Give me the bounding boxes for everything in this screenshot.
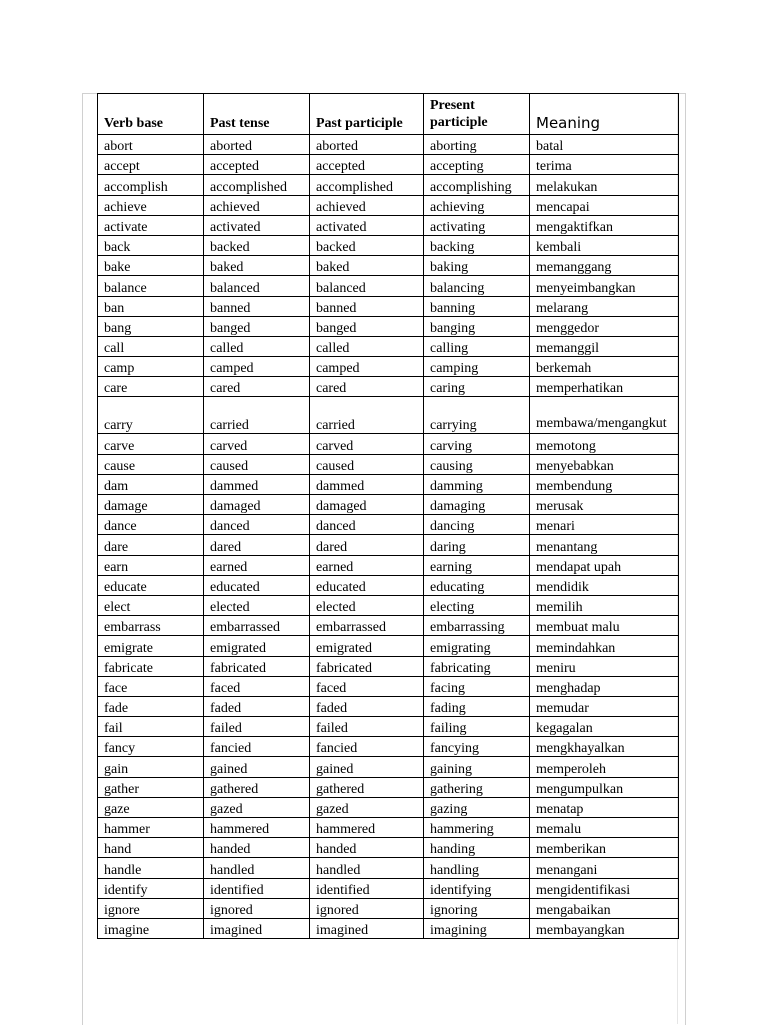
past-participle-cell: camped xyxy=(310,357,424,377)
past-tense-cell: imagined xyxy=(204,918,310,938)
past-participle-cell: damaged xyxy=(310,495,424,515)
past-tense-cell: damaged xyxy=(204,495,310,515)
past-tense-cell: dared xyxy=(204,535,310,555)
past-participle-cell: dammed xyxy=(310,474,424,494)
verb-base-cell: hammer xyxy=(98,818,204,838)
verb-base-cell: achieve xyxy=(98,195,204,215)
meaning-cell: menyebabkan xyxy=(530,454,679,474)
verb-base-cell: fail xyxy=(98,717,204,737)
table-row xyxy=(98,616,679,636)
past-participle-cell: fabricated xyxy=(310,656,424,676)
past-tense-cell: handled xyxy=(204,858,310,878)
verb-base-cell: face xyxy=(98,676,204,696)
present-participle-cell: facing xyxy=(424,676,530,696)
verb-base-cell: hand xyxy=(98,838,204,858)
verb-base-cell: bang xyxy=(98,316,204,336)
present-participle-cell: ignoring xyxy=(424,898,530,918)
meaning-cell: terima xyxy=(530,155,679,175)
table-row xyxy=(98,235,679,255)
present-participle-cell: backing xyxy=(424,235,530,255)
table-row xyxy=(98,276,679,296)
verb-base-cell: dare xyxy=(98,535,204,555)
meaning-cell: memanggang xyxy=(530,256,679,276)
past-participle-cell: handed xyxy=(310,838,424,858)
past-tense-cell: gained xyxy=(204,757,310,777)
past-participle-cell: danced xyxy=(310,515,424,535)
present-participle-cell: banging xyxy=(424,316,530,336)
meaning-cell: memanggil xyxy=(530,336,679,356)
past-tense-cell: hammered xyxy=(204,818,310,838)
past-participle-cell: educated xyxy=(310,575,424,595)
past-tense-cell: dammed xyxy=(204,474,310,494)
meaning-cell: menari xyxy=(530,515,679,535)
past-tense-cell: identified xyxy=(204,878,310,898)
verb-base-cell: back xyxy=(98,235,204,255)
past-participle-cell: activated xyxy=(310,215,424,235)
past-tense-cell: activated xyxy=(204,215,310,235)
verb-base-cell: call xyxy=(98,336,204,356)
past-tense-cell: danced xyxy=(204,515,310,535)
table-row xyxy=(98,595,679,615)
meaning-cell: melarang xyxy=(530,296,679,316)
meaning-cell: menantang xyxy=(530,535,679,555)
past-tense-cell: earned xyxy=(204,555,310,575)
table-row xyxy=(98,636,679,656)
past-tense-cell: achieved xyxy=(204,195,310,215)
past-tense-cell: ignored xyxy=(204,898,310,918)
present-participle-cell: handling xyxy=(424,858,530,878)
past-participle-cell: gained xyxy=(310,757,424,777)
table-row xyxy=(98,195,679,215)
past-participle-cell: caused xyxy=(310,454,424,474)
meaning-cell: berkemah xyxy=(530,357,679,377)
meaning-cell: kegagalan xyxy=(530,717,679,737)
meaning-cell: menatap xyxy=(530,797,679,817)
past-tense-cell: baked xyxy=(204,256,310,276)
meaning-cell: melakukan xyxy=(530,175,679,195)
past-participle-cell: cared xyxy=(310,377,424,397)
table-row xyxy=(98,656,679,676)
meaning-cell: menggedor xyxy=(530,316,679,336)
present-participle-cell: carving xyxy=(424,434,530,454)
past-tense-cell: accepted xyxy=(204,155,310,175)
present-participle-cell: daring xyxy=(424,535,530,555)
verb-base-cell: earn xyxy=(98,555,204,575)
meaning-cell: membendung xyxy=(530,474,679,494)
past-tense-cell: gazed xyxy=(204,797,310,817)
past-participle-cell: hammered xyxy=(310,818,424,838)
meaning-cell: membawa/mengangkut xyxy=(530,397,679,434)
present-participle-cell: gaining xyxy=(424,757,530,777)
meaning-cell: memotong xyxy=(530,434,679,454)
meaning-cell: batal xyxy=(530,135,679,155)
verb-base-cell: embarrass xyxy=(98,616,204,636)
present-participle-cell: damming xyxy=(424,474,530,494)
header-present-participle: Present participle xyxy=(424,94,530,135)
table-row xyxy=(98,535,679,555)
present-participle-cell: aborting xyxy=(424,135,530,155)
present-participle-cell: embarrassing xyxy=(424,616,530,636)
table-row xyxy=(98,316,679,336)
past-tense-cell: banned xyxy=(204,296,310,316)
table-row xyxy=(98,474,679,494)
verb-base-cell: carry xyxy=(98,397,204,434)
verb-base-cell: emigrate xyxy=(98,636,204,656)
present-participle-cell: carrying xyxy=(424,397,530,434)
past-participle-cell: carried xyxy=(310,397,424,434)
past-participle-cell: embarrassed xyxy=(310,616,424,636)
table-header-row xyxy=(98,94,679,135)
verb-base-cell: activate xyxy=(98,215,204,235)
table-row xyxy=(98,336,679,356)
table-row xyxy=(98,495,679,515)
present-participle-cell: damaging xyxy=(424,495,530,515)
table-row xyxy=(98,797,679,817)
header-past-tense: Past tense xyxy=(204,94,310,135)
meaning-cell: membayangkan xyxy=(530,918,679,938)
past-tense-cell: balanced xyxy=(204,276,310,296)
present-participle-cell: causing xyxy=(424,454,530,474)
past-tense-cell: caused xyxy=(204,454,310,474)
past-tense-cell: camped xyxy=(204,357,310,377)
verb-base-cell: carve xyxy=(98,434,204,454)
past-participle-cell: earned xyxy=(310,555,424,575)
past-participle-cell: faded xyxy=(310,696,424,716)
table-row xyxy=(98,135,679,155)
meaning-cell: merusak xyxy=(530,495,679,515)
meaning-cell: memalu xyxy=(530,818,679,838)
past-participle-cell: aborted xyxy=(310,135,424,155)
present-participle-cell: banning xyxy=(424,296,530,316)
header-past-participle: Past participle xyxy=(310,94,424,135)
verb-base-cell: ban xyxy=(98,296,204,316)
table-row xyxy=(98,397,679,434)
table-row xyxy=(98,515,679,535)
verb-base-cell: accomplish xyxy=(98,175,204,195)
verb-base-cell: fancy xyxy=(98,737,204,757)
meaning-cell: memindahkan xyxy=(530,636,679,656)
present-participle-cell: educating xyxy=(424,575,530,595)
verb-base-cell: balance xyxy=(98,276,204,296)
verb-base-cell: damage xyxy=(98,495,204,515)
table-row xyxy=(98,296,679,316)
verb-base-cell: bake xyxy=(98,256,204,276)
table-row xyxy=(98,454,679,474)
past-participle-cell: imagined xyxy=(310,918,424,938)
meaning-cell: membuat malu xyxy=(530,616,679,636)
present-participle-cell: handing xyxy=(424,838,530,858)
present-participle-cell: camping xyxy=(424,357,530,377)
past-participle-cell: elected xyxy=(310,595,424,615)
present-participle-cell: activating xyxy=(424,215,530,235)
present-participle-cell: earning xyxy=(424,555,530,575)
verb-base-cell: educate xyxy=(98,575,204,595)
table-row xyxy=(98,175,679,195)
meaning-cell: menyeimbangkan xyxy=(530,276,679,296)
past-tense-cell: banged xyxy=(204,316,310,336)
header-meaning: Meaning xyxy=(530,94,679,135)
past-participle-cell: banged xyxy=(310,316,424,336)
meaning-cell: memberikan xyxy=(530,838,679,858)
verb-base-cell: dance xyxy=(98,515,204,535)
present-participle-cell: gathering xyxy=(424,777,530,797)
table-row xyxy=(98,737,679,757)
verb-table xyxy=(97,93,679,939)
verb-base-cell: handle xyxy=(98,858,204,878)
present-participle-cell: accepting xyxy=(424,155,530,175)
past-participle-cell: balanced xyxy=(310,276,424,296)
present-participle-cell: gazing xyxy=(424,797,530,817)
past-participle-cell: fancied xyxy=(310,737,424,757)
table-row xyxy=(98,858,679,878)
verb-base-cell: elect xyxy=(98,595,204,615)
past-participle-cell: gathered xyxy=(310,777,424,797)
past-participle-cell: dared xyxy=(310,535,424,555)
meaning-cell: memudar xyxy=(530,696,679,716)
past-participle-cell: banned xyxy=(310,296,424,316)
past-participle-cell: achieved xyxy=(310,195,424,215)
present-participle-cell: caring xyxy=(424,377,530,397)
past-participle-cell: accomplished xyxy=(310,175,424,195)
meaning-cell: memilih xyxy=(530,595,679,615)
verb-base-cell: care xyxy=(98,377,204,397)
past-tense-cell: faced xyxy=(204,676,310,696)
table-row xyxy=(98,777,679,797)
past-tense-cell: elected xyxy=(204,595,310,615)
present-participle-cell: failing xyxy=(424,717,530,737)
table-body xyxy=(98,135,679,939)
table-row xyxy=(98,838,679,858)
meaning-cell: mengidentifikasi xyxy=(530,878,679,898)
table-row xyxy=(98,918,679,938)
past-participle-cell: handled xyxy=(310,858,424,878)
meaning-cell: mengkhayalkan xyxy=(530,737,679,757)
meaning-cell: mengaktifkan xyxy=(530,215,679,235)
verb-base-cell: ignore xyxy=(98,898,204,918)
verb-base-cell: fabricate xyxy=(98,656,204,676)
table-row xyxy=(98,215,679,235)
table-row xyxy=(98,676,679,696)
past-participle-cell: accepted xyxy=(310,155,424,175)
meaning-cell: mendapat upah xyxy=(530,555,679,575)
table-row xyxy=(98,818,679,838)
meaning-cell: memperoleh xyxy=(530,757,679,777)
table-row xyxy=(98,434,679,454)
past-tense-cell: carved xyxy=(204,434,310,454)
table-row xyxy=(98,377,679,397)
meaning-cell: menangani xyxy=(530,858,679,878)
meaning-cell: mengabaikan xyxy=(530,898,679,918)
past-tense-cell: called xyxy=(204,336,310,356)
present-participle-cell: achieving xyxy=(424,195,530,215)
verb-base-cell: gaze xyxy=(98,797,204,817)
past-tense-cell: handed xyxy=(204,838,310,858)
present-participle-cell: fabricating xyxy=(424,656,530,676)
past-tense-cell: fancied xyxy=(204,737,310,757)
meaning-cell: mendidik xyxy=(530,575,679,595)
table-row xyxy=(98,717,679,737)
past-tense-cell: gathered xyxy=(204,777,310,797)
past-tense-cell: aborted xyxy=(204,135,310,155)
table-row xyxy=(98,898,679,918)
past-tense-cell: embarrassed xyxy=(204,616,310,636)
past-participle-cell: identified xyxy=(310,878,424,898)
present-participle-cell: accomplishing xyxy=(424,175,530,195)
verb-base-cell: identify xyxy=(98,878,204,898)
verb-base-cell: abort xyxy=(98,135,204,155)
past-tense-cell: accomplished xyxy=(204,175,310,195)
present-participle-cell: dancing xyxy=(424,515,530,535)
verb-base-cell: accept xyxy=(98,155,204,175)
present-participle-cell: identifying xyxy=(424,878,530,898)
meaning-cell: mencapai xyxy=(530,195,679,215)
past-tense-cell: failed xyxy=(204,717,310,737)
past-participle-cell: baked xyxy=(310,256,424,276)
verb-base-cell: camp xyxy=(98,357,204,377)
past-tense-cell: cared xyxy=(204,377,310,397)
past-participle-cell: ignored xyxy=(310,898,424,918)
header-verb-base: Verb base xyxy=(98,94,204,135)
verb-base-cell: cause xyxy=(98,454,204,474)
past-participle-cell: failed xyxy=(310,717,424,737)
meaning-cell: kembali xyxy=(530,235,679,255)
table-row xyxy=(98,357,679,377)
past-tense-cell: fabricated xyxy=(204,656,310,676)
past-participle-cell: faced xyxy=(310,676,424,696)
verb-base-cell: imagine xyxy=(98,918,204,938)
verb-base-cell: fade xyxy=(98,696,204,716)
table-row xyxy=(98,757,679,777)
table-row xyxy=(98,878,679,898)
present-participle-cell: imagining xyxy=(424,918,530,938)
present-participle-cell: hammering xyxy=(424,818,530,838)
present-participle-cell: calling xyxy=(424,336,530,356)
present-participle-cell: balancing xyxy=(424,276,530,296)
meaning-cell: memperhatikan xyxy=(530,377,679,397)
past-tense-cell: backed xyxy=(204,235,310,255)
past-participle-cell: gazed xyxy=(310,797,424,817)
meaning-cell: mengumpulkan xyxy=(530,777,679,797)
verb-base-cell: dam xyxy=(98,474,204,494)
past-participle-cell: emigrated xyxy=(310,636,424,656)
past-tense-cell: carried xyxy=(204,397,310,434)
present-participle-cell: electing xyxy=(424,595,530,615)
table-row xyxy=(98,575,679,595)
meaning-cell: menghadap xyxy=(530,676,679,696)
past-participle-cell: carved xyxy=(310,434,424,454)
past-tense-cell: educated xyxy=(204,575,310,595)
table-row xyxy=(98,256,679,276)
table-row xyxy=(98,155,679,175)
present-participle-cell: fancying xyxy=(424,737,530,757)
past-participle-cell: backed xyxy=(310,235,424,255)
past-tense-cell: faded xyxy=(204,696,310,716)
meaning-cell: meniru xyxy=(530,656,679,676)
table-row xyxy=(98,696,679,716)
verb-base-cell: gather xyxy=(98,777,204,797)
past-participle-cell: called xyxy=(310,336,424,356)
verb-base-cell: gain xyxy=(98,757,204,777)
present-participle-cell: fading xyxy=(424,696,530,716)
past-tense-cell: emigrated xyxy=(204,636,310,656)
present-participle-cell: emigrating xyxy=(424,636,530,656)
present-participle-cell: baking xyxy=(424,256,530,276)
table-row xyxy=(98,555,679,575)
